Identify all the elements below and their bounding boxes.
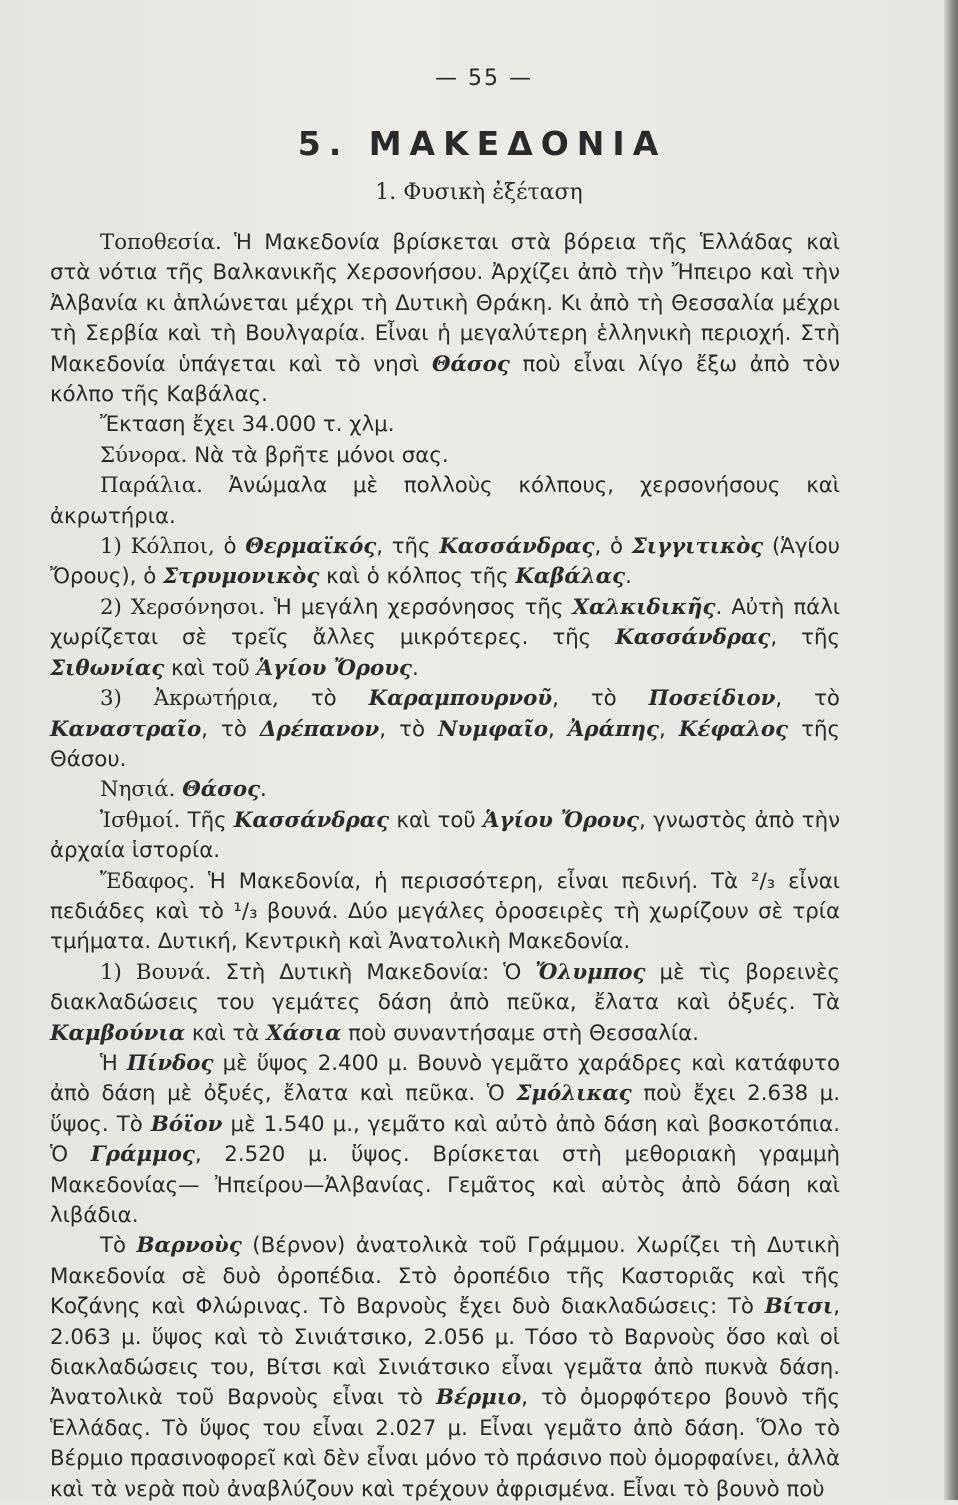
heading-isthmuses: Ἰσθμοί. [100, 807, 181, 833]
heading-coasts: Παράλια. [100, 473, 203, 499]
text: καὶ τὰ [185, 1020, 267, 1046]
paragraph-pindos [50, 1049, 840, 1231]
term: Θερμαϊκός [245, 534, 377, 560]
term: Κασσάνδρας [233, 807, 390, 833]
paragraph-gulfs [50, 532, 840, 593]
text: καὶ τοῦ [164, 655, 257, 681]
text: ὁ [214, 534, 246, 560]
term: Βόϊον [150, 1111, 223, 1137]
paragraph-islands [50, 775, 840, 805]
term: Κέφαλος [678, 716, 789, 742]
page-number: — 55 — [435, 66, 533, 91]
term: Πίνδος [126, 1050, 214, 1076]
text: , 2.520 μ. ὕψος. Βρίσκεται στὴ μεθοριακὴ γραμμὴ Μακεδονίας— Ἠπείρου—Ἀλβανίας. Γεμᾶτος καὶ αὐτὸς ἀπὸ δάση καὶ λιβάδια. [50, 1142, 840, 1228]
term: Καβάλας [515, 564, 626, 590]
term: Κασσάνδρας [439, 534, 595, 560]
text: , τὸ ὀμορφότερο βουνὸ τῆς Ἑλλάδας. Τὸ ὕψος του εἶναι 2.027 μ. Εἶναι γεμᾶτο ἀπὸ δάση. Ὅλο τὸ Βέρμιο πρασινοφορεῖ καὶ δὲν εἶναι μόνο τὸ πράσινο ποὺ ὀμορφαίνει, ἀλλὰ καὶ τὰ νερὰ ποὺ ἀναβλύζουν καὶ τρέχουν ἀφρισμένα. Εἶναι τὸ βουνὸ ποὺ [50, 1385, 840, 1502]
heading-peninsulas: 2) Χερσόνησοι. [100, 594, 266, 620]
text: μὲ 1.540 μ., γεμᾶτο καὶ αὐτὸ ἀπὸ δάση καὶ βοσκοτόπια. Ὁ [50, 1111, 840, 1168]
text: , τὸ [775, 686, 840, 712]
term: Σιγγιτικὸς [631, 534, 764, 560]
heading-islands: Νησιά. [100, 777, 176, 803]
chapter-title: 5. ΜΑΚΕΔΟΝΙΑ [297, 124, 667, 163]
paragraph-isthmuses [50, 806, 840, 867]
section-title: 1. Φυσικὴ ἐξέταση [375, 180, 583, 205]
text: , 2.063 μ. ὕψος καὶ τὸ Σινιάτσικο, 2.056 μ. Τόσο τὸ Βαρνοὺς ὅσο καὶ οἱ διακλαδώσεις του, Βίτσι καὶ Σινιάτσικο εἶναι γεμᾶτα ἀπὸ πυκνὰ δάση. Ἀνατολικὰ τοῦ Βαρνοὺς εἶναι τὸ [50, 1294, 840, 1411]
text: , [548, 716, 568, 742]
term: Ποσείδιον [648, 686, 776, 712]
text: μὲ τὶς βορεινὲς διακλαδώσεις του γεμάτες δάση ἀπὸ πεῦκα, ἔλατα καὶ ὀξυές. Τὰ [50, 959, 840, 1016]
term: Βίτσι [764, 1294, 834, 1320]
text: ποὺ ἔχει 2.638 μ. ὕψος. Τὸ [50, 1081, 840, 1137]
paragraph-terrain [50, 867, 840, 958]
paragraph-capes [50, 684, 840, 775]
heading-mountains: 1) Βουνά. [100, 959, 212, 985]
body-text [50, 228, 840, 1505]
text: τὸ [278, 686, 369, 712]
text: , τὸ [201, 716, 260, 742]
text: Τὸ [100, 1233, 137, 1259]
text: , τῆς [376, 534, 440, 560]
text: (Ἁγίου Ὄρους), ὁ [50, 534, 840, 590]
paragraph-coasts [50, 471, 840, 532]
text: Ἔκταση ἔχει 34.000 τ. χλμ. [100, 412, 395, 438]
heading-terrain: Ἔδαφος. [100, 868, 196, 894]
text: Στὴ Δυτικὴ Μακεδονία: Ὁ [211, 959, 536, 985]
term: Χαλκιδικῆς [572, 594, 716, 620]
book-spine-shadow [944, 0, 958, 1500]
heading-location: Τοποθεσία. [100, 230, 222, 255]
heading-gulfs: 1) Κόλποι, [100, 534, 215, 560]
text: μὲ ὕψος 2.400 μ. Βουνὸ γεμᾶτο χαράδρες καὶ κατάφυτο ἀπὸ δάση μὲ ὀξυές, ἔλατα καὶ πεῦκα. Ὁ [50, 1050, 840, 1107]
text: Ἡ [100, 1050, 127, 1076]
text: (Βέρνον) ἀνατολικὰ τοῦ Γράμμου. Χωρίζει τὴ Δυτικὴ Μακεδονία σὲ δυὸ ὀροπέδια. Στὸ ὀροπέδιο τῆς Καστοριᾶς καὶ τῆς Κοζάνης καὶ Φλώρινας. Τὸ Βαρνοὺς ἔχει δυὸ διακλαδώσεις: Τὸ [50, 1233, 840, 1320]
term: Καναστραῖο [50, 716, 202, 742]
term: Καραμπουρνοῦ [368, 686, 553, 712]
text: τῆς Θάσου. [50, 716, 840, 772]
text: καὶ ὁ κόλπος τῆς [319, 564, 516, 590]
text: , τὸ [379, 716, 439, 742]
term: Δρέπανον [259, 716, 380, 742]
term: Χάσια [266, 1020, 342, 1046]
text: , [659, 716, 679, 742]
term: Βαρνοὺς [136, 1233, 242, 1259]
text: . Αὐτὴ πάλι χωρίζεται σὲ τρεῖς ἄλλες μικρότερες. τῆς [50, 594, 841, 651]
term: Ἁγίου Ὄρους [483, 807, 639, 833]
term: Κασσάνδρας [615, 625, 771, 651]
term: Σμόλικας [516, 1081, 632, 1107]
text: ποὺ εἶναι λίγο ἔξω ἀπὸ τὸν κόλπο τῆς Καβάλας. [50, 351, 840, 408]
paragraph-peninsulas [50, 593, 840, 684]
term: Ὄλυμπος [535, 959, 646, 985]
term: Ἁγίου Ὄρους [256, 655, 413, 681]
term: Σιθωνίας [50, 655, 165, 681]
text: , τὸ [552, 686, 649, 712]
term: Θάσος [182, 777, 261, 803]
text: . [625, 564, 632, 590]
text: . [260, 777, 267, 803]
term: Θάσος [431, 351, 510, 377]
heading-borders: Σύνορα. [100, 442, 188, 468]
paragraph-varnous [50, 1231, 840, 1505]
heading-capes: 3) Ἀκρωτήρια, [100, 686, 279, 712]
term: Γράμμος [90, 1142, 195, 1168]
paragraph-area [50, 410, 840, 440]
text: Ἡ Μακεδονία, ἡ περισσότερη, εἶναι πεδινή. Τὰ ²/₃ εἶναι πεδιάδες καὶ τὸ ¹/₃ βουνά. Δύο μεγάλες ὁροσειρὲς τὴ χωρίζουν σὲ τρία τμήματα. Δυτική, Κεντρικὴ καὶ Ἀνατολικὴ Μακεδονία. [50, 868, 840, 955]
text: , τῆς [770, 625, 841, 651]
paragraph-location [50, 228, 840, 410]
text: Νὰ τὰ βρῆτε μόνοι σας. [187, 442, 449, 468]
paragraph-mountains [50, 958, 840, 1049]
term: Στρυμονικὸς [163, 564, 320, 590]
text: Ἡ μεγάλη χερσόνησος τῆς [265, 594, 573, 620]
text: Ἀνώμαλα μὲ πολλοὺς κόλπους, χερσονήσους καὶ ἀκρωτήρια. [50, 473, 840, 529]
text: ποὺ συναντήσαμε στὴ Θεσσαλία. [341, 1020, 699, 1046]
text: , γνωστὸς ἀπὸ τὴν ἀρχαία ἱστορία. [50, 807, 841, 864]
text: . [412, 655, 419, 681]
text: καὶ τοῦ [389, 807, 484, 833]
text: Τῆς [180, 807, 234, 833]
paragraph-borders [50, 441, 840, 471]
term: Ἀράπης [567, 716, 660, 742]
term: Νυμφαῖο [438, 716, 549, 742]
text: Ἡ Μακεδονία βρίσκεται στὰ βόρεια τῆς Ἑλλάδας καὶ στὰ νότια τῆς Βαλκανικῆς Χερσονήσου. Ἀρχίζει ἀπὸ τὴν Ἤπειρο καὶ τὴν Ἀλβανία κι ἁπλώνεται μέχρι τὴ Δυτικὴ Θράκη. Κι ἀπὸ τὴ Θεσσαλία μέχρι τὴ Σερβία καὶ τὴ Βουλγαρία. Εἶναι ἡ μεγαλύτερη ἑλληνικὴ περιοχή. Στὴ Μακεδονία ὑπάγεται καὶ τὸ νησὶ [50, 230, 840, 377]
text: , ὁ [594, 534, 632, 560]
term: Καμβούνια [50, 1020, 186, 1046]
term: Βέρμιο [436, 1385, 522, 1411]
